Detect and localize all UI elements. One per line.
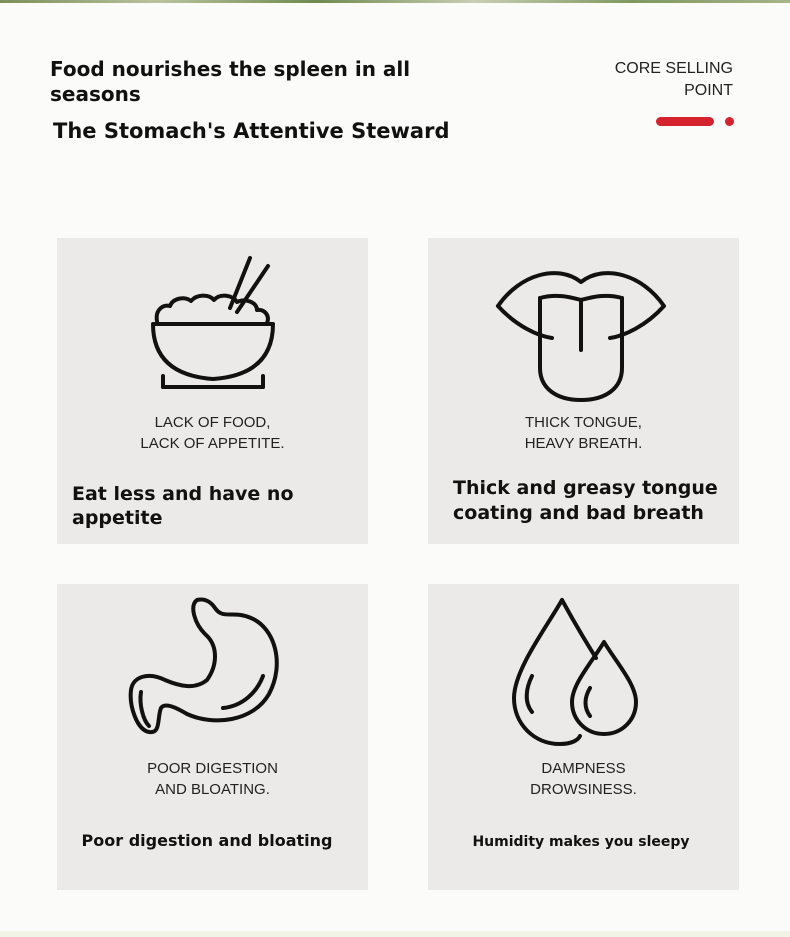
accent-dot — [725, 117, 734, 126]
accent-dash — [656, 117, 714, 126]
card-description: Thick and greasy tongue coating and bad breath — [453, 477, 718, 524]
symptom-card-dampness — [428, 584, 739, 890]
top-decorative-strip — [0, 0, 790, 3]
symptom-card-digestion — [57, 584, 368, 890]
water-drops-icon — [428, 584, 739, 754]
tongue-icon — [428, 238, 739, 408]
card-caption: LACK OF FOOD, LACK OF APPETITE. — [140, 414, 285, 452]
card-description: Humidity makes you sleepy — [472, 834, 690, 850]
card-description: Eat less and have no appetite — [72, 483, 294, 529]
rice-bowl-icon — [57, 238, 368, 408]
symptom-card-appetite — [57, 238, 368, 544]
card-description: Poor digestion and bloating — [81, 831, 333, 850]
card-caption: THICK TONGUE, HEAVY BREATH. — [524, 414, 643, 452]
stomach-icon — [57, 584, 368, 754]
headline: Food nourishes the spleen in all seasons — [50, 57, 411, 106]
card-caption: POOR DIGESTION AND BLOATING. — [147, 760, 278, 798]
subheadline: The Stomach's Attentive Steward — [53, 119, 450, 143]
card-caption: DAMPNESS DROWSINESS. — [530, 760, 637, 798]
bottom-decorative-strip — [0, 931, 790, 937]
symptom-card-tongue — [428, 238, 739, 544]
core-selling-point-label: CORE SELLING POINT — [614, 60, 733, 99]
